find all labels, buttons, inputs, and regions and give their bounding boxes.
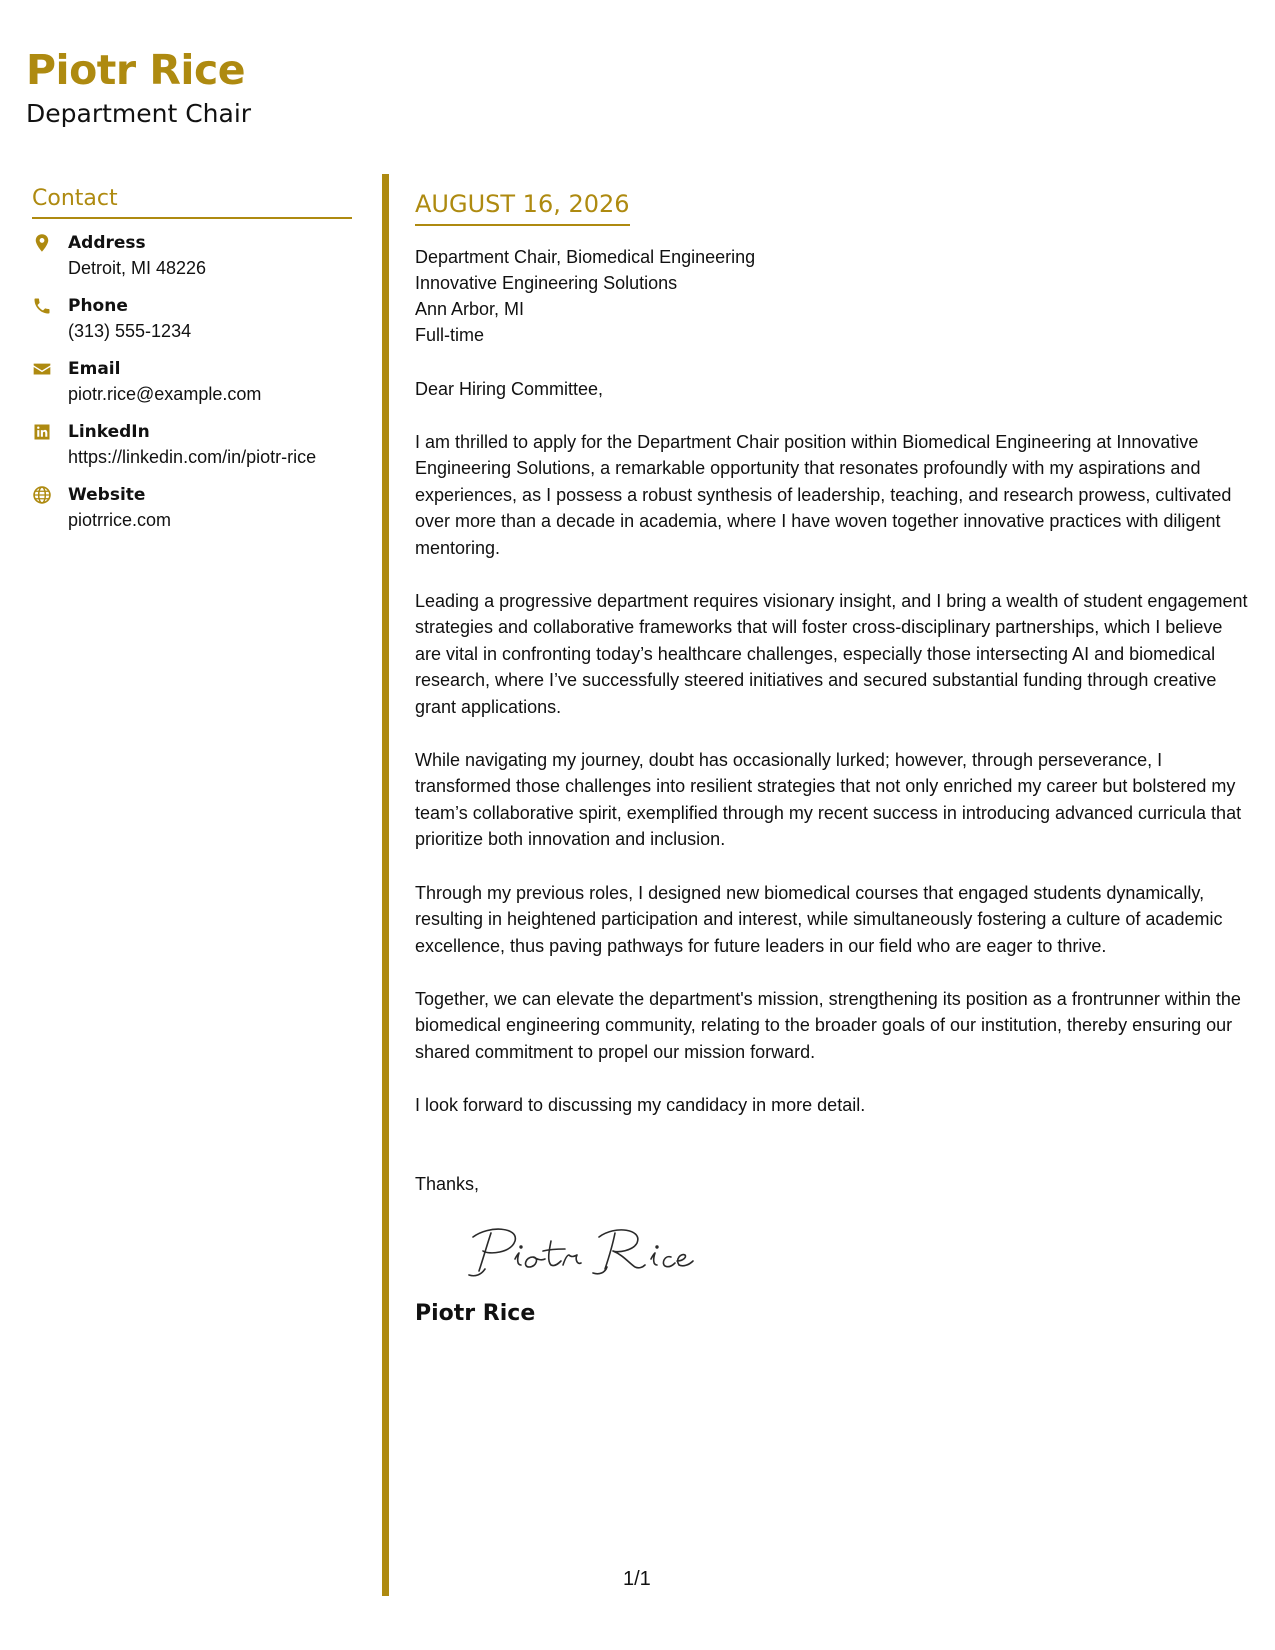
handwritten-signature xyxy=(459,1219,719,1289)
recipient-block xyxy=(415,244,1250,348)
contact-label: Email xyxy=(68,359,121,379)
contact-label: LinkedIn xyxy=(68,422,150,442)
globe-icon xyxy=(32,483,68,505)
letter-paragraph: While navigating my journey, doubt has occasionally lurked; however, through perseverance, I transformed those challenges into resilient strategies that not only enriched my career but bolstered my team’s collaborative spirit, exemplified through my recent success in introducing advanced curricula that prioritize both innovation and inclusion. xyxy=(415,750,1242,850)
letter-paragraph: I am thrilled to apply for the Department Chair position within Biomedical Engineering at Innovative Engineering Solutions, a remarkable opportunity that resonates profoundly with my aspirations and experiences, as I possess a robust synthesis of leadership, teaching, and research prowess, cultivated over more than a decade in academia, where I have woven together innovative practices with diligent mentoring. xyxy=(415,432,1232,558)
contact-label: Phone xyxy=(68,296,128,316)
envelope-icon xyxy=(32,357,68,379)
page-number: 1/1 xyxy=(623,1568,651,1590)
contact-item-email xyxy=(32,357,352,420)
contact-value: Detroit, MI 48226 xyxy=(68,258,207,278)
linkedin-link[interactable]: https://linkedin.com/in/piotr-rice xyxy=(68,447,317,467)
contact-sidebar xyxy=(32,186,352,546)
website-link[interactable]: piotrrice.com xyxy=(68,510,172,530)
contact-item-website xyxy=(32,483,352,546)
contact-label: Website xyxy=(68,485,146,505)
contact-item-linkedin xyxy=(32,420,352,483)
salutation: Dear Hiring Committee, xyxy=(415,379,604,399)
contact-item-address xyxy=(32,231,352,294)
contact-heading: Contact xyxy=(32,186,352,219)
letter-paragraph: Through my previous roles, I designed new biomedical courses that engaged students dynamically, resulting in heightened participation and interest, while simultaneously fostering a culture of academic excellence, thus paving pathways for future leaders in our field who are eager to thrive. xyxy=(415,882,1223,956)
map-pin-icon xyxy=(32,231,68,253)
letter-closing: Thanks, xyxy=(415,1173,480,1194)
phone-icon xyxy=(32,294,68,316)
candidate-name: Piotr Rice xyxy=(26,46,246,94)
recipient-line: Ann Arbor, MI xyxy=(415,299,525,319)
letter-paragraph: Leading a progressive department requires visionary insight, and I bring a wealth of student engagement strategies and collaborative frameworks that will foster cross-disciplinary partnerships, which I believe are vital in confronting today’s healthcare challenges, especially those intersecting AI and biomedical research, where I’ve successfully steered initiatives and secured substantial funding through creative grant applications. xyxy=(415,591,1248,717)
letter-date: AUGUST 16, 2026 xyxy=(415,190,630,226)
letter-body xyxy=(415,190,1250,1326)
contact-item-phone xyxy=(32,294,352,357)
contact-value: (313) 555-1234 xyxy=(68,321,192,341)
contact-list xyxy=(32,231,352,546)
candidate-title: Department Chair xyxy=(26,99,252,128)
contact-label: Address xyxy=(68,233,146,253)
recipient-line: Department Chair, Biomedical Engineering xyxy=(415,247,756,267)
vertical-divider xyxy=(382,174,389,1596)
recipient-line: Innovative Engineering Solutions xyxy=(415,273,678,293)
email-link[interactable]: piotr.rice@example.com xyxy=(68,384,262,404)
signer-name: Piotr Rice xyxy=(415,1300,536,1326)
recipient-line: Full-time xyxy=(415,325,485,345)
linkedin-icon xyxy=(32,420,68,442)
letter-paragraph: I look forward to discussing my candidacy in more detail. xyxy=(415,1095,866,1116)
letter-paragraph: Together, we can elevate the department's mission, strengthening its position as a frontrunner within the biomedical engineering community, relating to the broader goals of our institution, thereby ensuring our shared commitment to propel our mission forward. xyxy=(415,988,1241,1062)
